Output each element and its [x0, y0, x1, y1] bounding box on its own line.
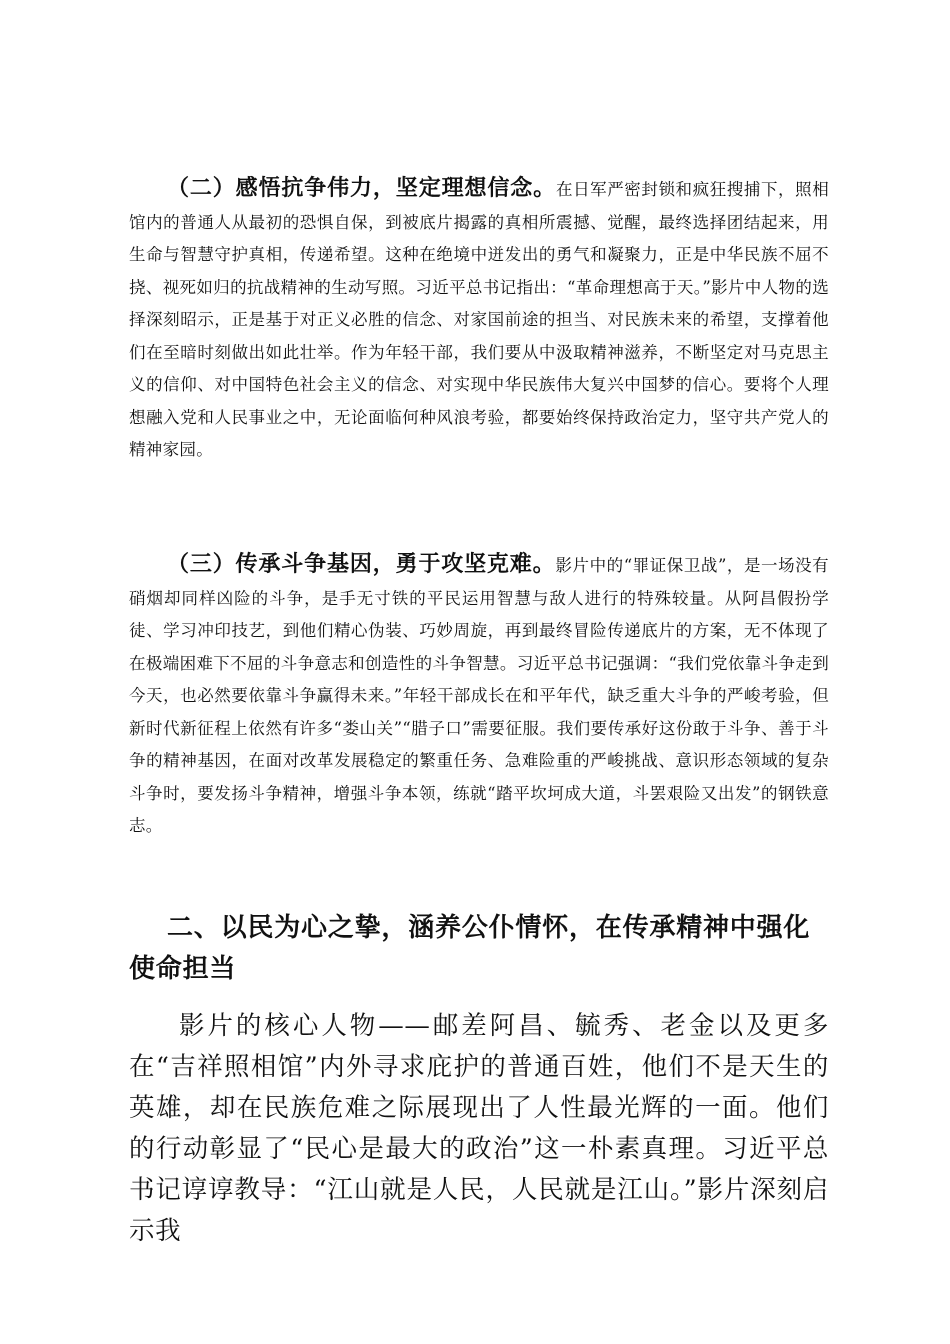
paragraph-section-2 [129, 173, 829, 467]
section-body-text: 影片中的“罪证保卫战”，是一场没有硝烟却同样凶险的斗争，是手无寸铁的平民运用智慧与敌人进行的特殊较量。从阿昌假扮学徒、学习冲印技艺，到他们精心伪装、巧妙周旋，再到最终冒险传递底片的方案，无不体现了在极端困难下不屈的斗争意志和创造性的斗争智慧。习近平总书记强调：“我们党依靠斗争走到今天，也必然要依靠斗争赢得未来。”年轻干部成长在和平年代，缺乏重大斗争的严峻考验，但新时代新征程上依然有许多“娄山关”“腊子口”需要征服。我们要传承好这份敢于斗争、善于斗争的精神基因，在面对改革发展稳定的繁重任务、急难险重的严峻挑战、意识形态领域的复杂斗争时，要发扬斗争精神，增强斗争本领，练就“踏平坎坷成大道，斗罢艰险又出发”的钢铁意志。 [129, 556, 829, 835]
body-paragraph: 影片的核心人物——邮差阿昌、毓秀、老金以及更多在“吉祥照相馆”内外寻求庇护的普通百姓，他们不是天生的英雄，却在民族危难之际展现出了人性最光辉的一面。他们的行动彰显了“民心是最大的政治”这一朴素真理。习近平总书记谆谆教导：“江山就是人民，人民就是江山。”影片深刻启示我 [129, 1011, 829, 1246]
section-lead-heading: （二）感悟抗争伟力，坚定理想信念。 [167, 176, 556, 201]
paragraph-section-3 [129, 549, 829, 843]
section-body-text: 在日军严密封锁和疯狂搜捕下，照相馆内的普通人从最初的恐惧自保，到被底片揭露的真相所震撼、觉醒，最终选择团结起来，用生命与智慧守护真相，传递希望。这种在绝境中迸发出的勇气和凝聚力，正是中华民族不屈不挠、视死如归的抗战精神的生动写照。习近平总书记指出：“革命理想高于天。”影片中人物的选择深刻昭示，正是基于对正义必胜的信念、对家国前途的担当、对民族未来的希望，支撑着他们在至暗时刻做出如此壮举。作为年轻干部，我们要从中汲取精神滋养，不断坚定对马克思主义的信仰、对中国特色社会主义的信念、对实现中华民族伟大复兴中国梦的信心。要将个人理想融入党和人民事业之中，无论面临何种风浪考验，都要始终保持政治定力，坚守共产党人的精神家园。 [129, 180, 829, 459]
chapter-heading: 二、以民为心之挚，涵养公仆情怀，在传承精神中强化使命担当 [129, 913, 811, 984]
section-lead-heading: （三）传承斗争基因，勇于攻坚克难。 [167, 552, 556, 577]
